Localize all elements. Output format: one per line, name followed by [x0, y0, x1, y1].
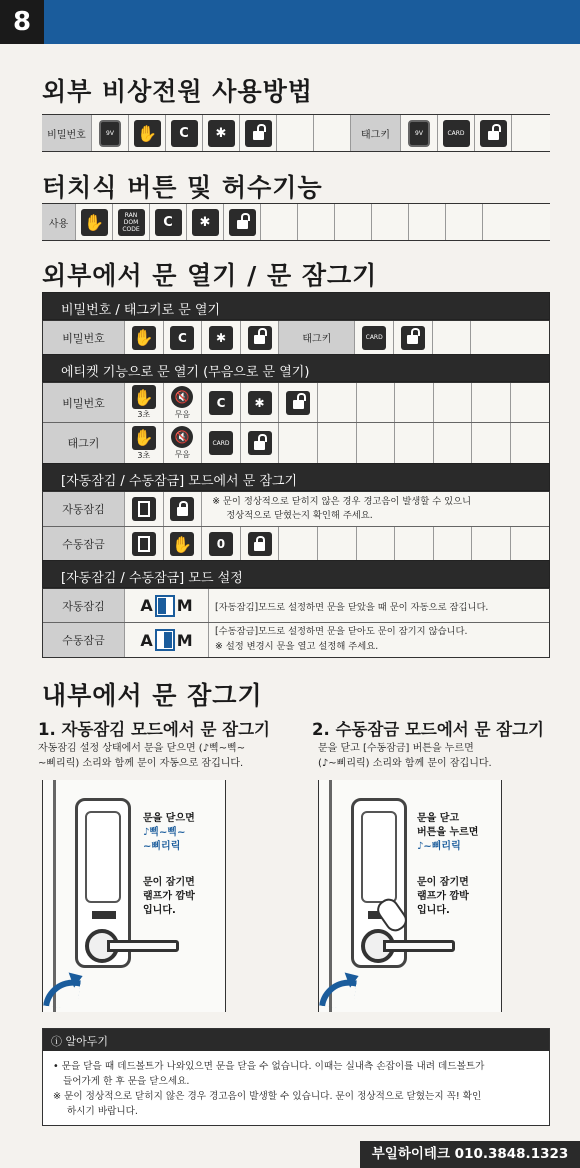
- unlock-key-icon: [286, 391, 310, 415]
- tip-line-1: • 문을 닫을 때 데드볼트가 나와있으면 문을 닫을 수 없습니다. 이때는 실내측 손잡이를 내려 데드볼트가: [53, 1061, 485, 1072]
- tip-box: [42, 1028, 550, 1126]
- star-key-icon: ✱: [208, 120, 235, 147]
- three-seconds-label: 3초: [137, 450, 151, 460]
- label-tag: 태그키: [279, 321, 355, 354]
- mode-switch-auto-icon: A M: [140, 596, 193, 615]
- door-icon: [132, 497, 156, 521]
- unlock-key-icon: [245, 120, 272, 147]
- hand-touch-icon: ✋: [132, 326, 156, 350]
- star-key-icon: ✱: [192, 209, 219, 236]
- table-mode: [42, 588, 550, 658]
- table-row: [43, 589, 549, 623]
- table-row: [43, 383, 549, 423]
- bar-etiquette-open-label: 에티켓 기능으로 문 열기 (무음으로 문 열기): [61, 365, 310, 380]
- bubble-beep: ♪삑~삑~: [143, 827, 186, 838]
- page-number: 8: [0, 0, 44, 44]
- footer-contact: 부일하이테크 010.3848.1323: [360, 1141, 580, 1168]
- table-open: [42, 320, 550, 355]
- manual-lock-desc-2: (♪~삐리릭) 소리와 함께 문이 잠깁니다.: [318, 758, 492, 769]
- subtitle-manual-lock: 2. 수동잠금 모드에서 문 잠그기: [312, 720, 544, 739]
- manual-lock-desc-1: 문을 닫고 [수동잠금] 버튼을 누르면: [318, 743, 474, 754]
- bubble-close-door: 문을 닫고: [417, 813, 460, 824]
- section-title-inside: 내부에서 문 잠그기: [42, 681, 263, 710]
- hand-touch-icon: ✋: [132, 385, 156, 409]
- label-auto-lock: 자동잠김: [43, 589, 125, 622]
- label-password: 비밀번호: [43, 321, 125, 354]
- unlock-key-icon: [401, 326, 425, 350]
- card-icon: CARD: [209, 431, 233, 455]
- label-tag: 태그키: [43, 423, 125, 463]
- bar-password-tag-open-label: 비밀번호 / 태그키로 문 열기: [61, 303, 221, 318]
- table-row: [43, 492, 549, 527]
- table-row: [43, 623, 549, 657]
- mute-label: 무음: [174, 409, 191, 419]
- emergency-power-row: [42, 114, 550, 152]
- bubble-lamp: 램프가 깜박: [417, 891, 469, 902]
- section-title-touch-buttons: 터치식 버튼 및 허수기능: [42, 173, 323, 202]
- unlock-key-icon: [229, 209, 256, 236]
- zero-key-icon: 0: [209, 532, 233, 556]
- bar-lock-mode: [42, 463, 550, 491]
- tip-line-4: 하시기 바랍니다.: [67, 1106, 138, 1117]
- bar-lock-mode-label: [자동잠김 / 수동잠금] 모드에서 문 잠그기: [61, 474, 298, 489]
- label-password: 비밀번호: [43, 383, 125, 422]
- illustration-auto-lock: [42, 780, 226, 1012]
- bar-mode-setting-label: [자동잠김 / 수동잠금] 모드 설정: [61, 571, 243, 586]
- hand-touch-icon: ✋: [134, 120, 161, 147]
- auto-lock-note-1: ※ 문이 정상적으로 닫히지 않은 경우 경고음이 발생할 수 있으니: [212, 496, 472, 507]
- label-tag: 태그키: [351, 115, 401, 151]
- hand-touch-icon: ✋: [81, 209, 108, 236]
- lock-icon: [170, 497, 194, 521]
- bar-etiquette-open: [42, 354, 550, 382]
- tip-line-2: 들어가게 한 후 문을 닫으세요.: [63, 1076, 190, 1087]
- card-icon: CARD: [362, 326, 386, 350]
- mute-label: 무음: [174, 450, 191, 459]
- bubble-beep: ♪~삐리릭: [417, 841, 461, 852]
- bar-mode-setting: [42, 560, 550, 588]
- bubble-blink: 입니다.: [417, 905, 450, 916]
- random-code-icon: RAN DOM CODE: [118, 209, 145, 236]
- c-key-icon: C: [171, 120, 198, 147]
- bubble-locked: 문이 잠기면: [143, 877, 195, 888]
- bubble-press-button: 버튼을 누르면: [417, 827, 479, 838]
- bubble-locked: 문이 잠기면: [417, 877, 469, 888]
- lock-icon: [248, 532, 272, 556]
- label-password: 비밀번호: [42, 115, 92, 151]
- table-lock: [42, 491, 550, 562]
- unlock-key-icon: [248, 326, 272, 350]
- table-row: [43, 423, 549, 463]
- auto-lock-desc-1: 자동잠김 설정 상태에서 문을 닫으면 (♪삑~삑~: [38, 743, 246, 754]
- label-auto-lock: 자동잠김: [43, 492, 125, 526]
- table-row: [43, 527, 549, 561]
- top-bar: [0, 0, 580, 44]
- hand-touch-icon: ✋: [132, 426, 156, 450]
- label-use: 사용: [42, 204, 76, 240]
- label-manual-lock: 수동잠금: [43, 527, 125, 561]
- illustration-manual-lock: [318, 780, 502, 1012]
- bubble-blink: 입니다.: [143, 905, 176, 916]
- star-key-icon: ✱: [248, 391, 272, 415]
- section-title-outside: 외부에서 문 열기 / 문 잠그기: [42, 261, 378, 290]
- mode-note-1: [자동잠김]모드로 설정하면 문을 닫았을 때 문이 자동으로 잠깁니다.: [215, 602, 489, 613]
- tip-line-3: ※ 문이 정상적으로 닫히지 않은 경우 경고음이 발생할 수 있습니다. 문이 정상적으로 닫혔는지 꼭! 확인: [53, 1091, 482, 1102]
- mode-note-2: [수동잠금]모드로 설정하면 문을 닫아도 문이 잠기지 않습니다.: [215, 626, 468, 637]
- bubble-lamp: 램프가 깜박: [143, 891, 195, 902]
- mode-switch-manual-icon: A M: [140, 630, 193, 650]
- battery-contact-icon: 9V: [408, 120, 430, 147]
- hand-touch-icon: ✋: [170, 532, 194, 556]
- tip-heading: ⓘ 알아두기: [43, 1029, 549, 1051]
- auto-lock-desc-2: ~삐리릭) 소리와 함께 문이 자동으로 잠깁니다.: [38, 758, 244, 769]
- touch-buttons-row: [42, 203, 550, 241]
- bubble-beep-2: ~삐리릭: [143, 841, 181, 852]
- mode-note-3: ※ 설정 변경시 문을 열고 설정해 주세요.: [215, 641, 379, 652]
- section-title-emergency-power: 외부 비상전원 사용방법: [42, 77, 313, 106]
- bar-password-tag-open: [42, 292, 550, 320]
- c-key-icon: C: [170, 326, 194, 350]
- table-etiquette: [42, 382, 550, 464]
- star-key-icon: ✱: [209, 326, 233, 350]
- mute-icon: 🔇: [171, 386, 193, 408]
- battery-contact-icon: 9V: [99, 120, 121, 147]
- door-icon: [132, 532, 156, 556]
- subtitle-auto-lock: 1. 자동잠김 모드에서 문 잠그기: [38, 720, 270, 739]
- unlock-key-icon: [248, 431, 272, 455]
- label-manual-lock: 수동잠금: [43, 623, 125, 657]
- mute-icon: 🔇: [171, 426, 193, 448]
- auto-lock-note-2: 정상적으로 닫혔는지 확인해 주세요.: [226, 510, 373, 521]
- c-key-icon: C: [209, 391, 233, 415]
- unlock-key-icon: [480, 120, 507, 147]
- card-icon: CARD: [443, 120, 470, 147]
- three-seconds-label: 3초: [137, 410, 151, 419]
- c-key-icon: C: [155, 209, 182, 236]
- table-row: [43, 321, 549, 354]
- bubble-close-door: 문을 닫으면: [143, 813, 195, 824]
